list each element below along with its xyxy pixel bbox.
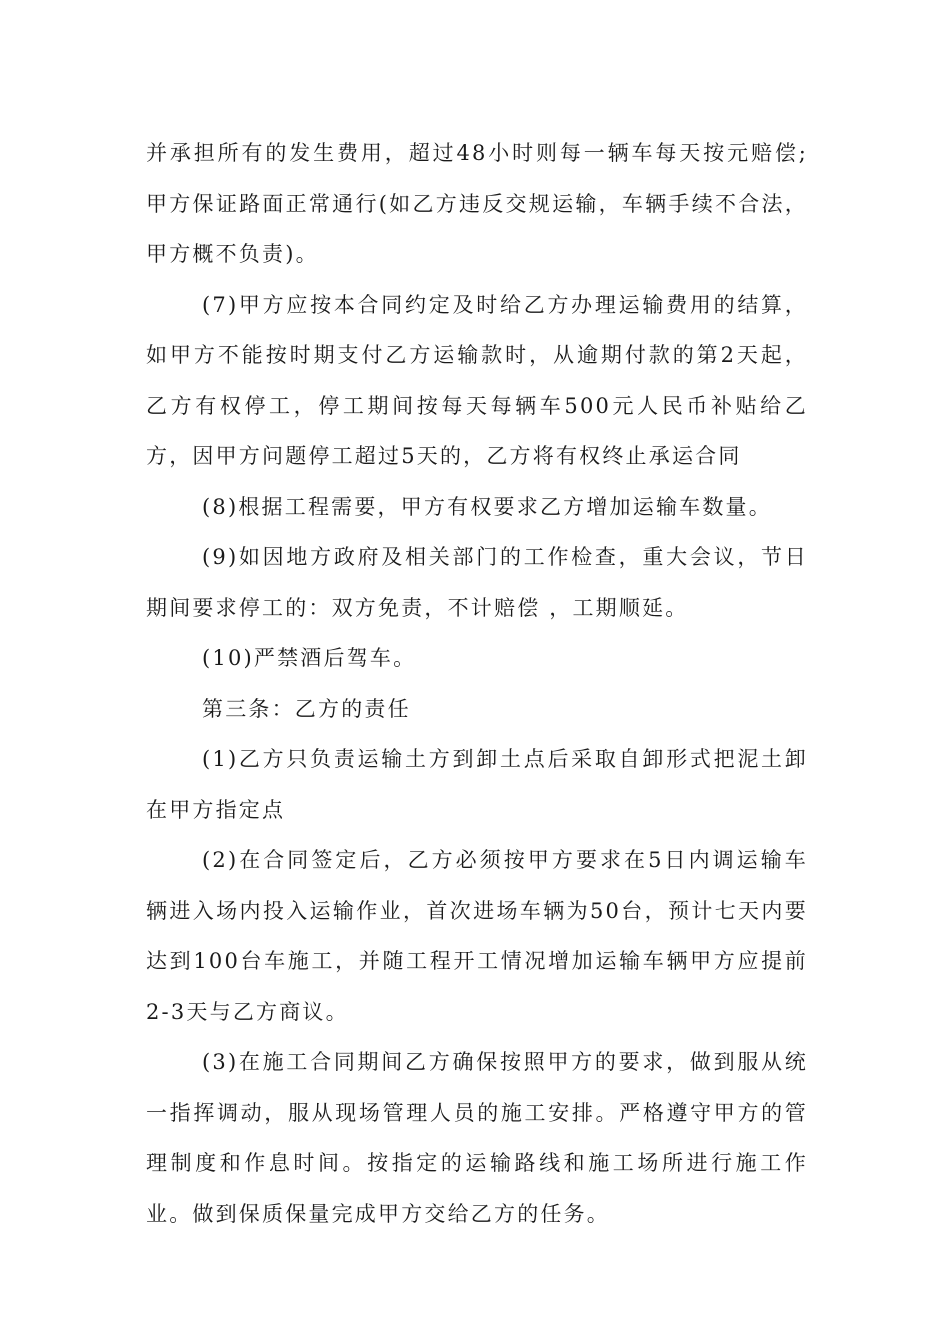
document-body [146,128,808,1239]
paragraph-clause-7: (7)甲方应按本合同约定及时给乙方办理运输费用的结算，如甲方不能按时期支付乙方运输款时，从逾期付款的第2天起，乙方有权停工，停工期间按每天每辆车500元人民币补贴给乙方，因甲方问题停工超过5天的，乙方将有权终止承运合同 [146,292,808,468]
paragraph-party-b-1: (1)乙方只负责运输土方到卸土点后采取自卸形式把泥土卸在甲方指定点 [146,747,808,822]
paragraph-continuation: 并承担所有的发生费用，超过48小时则每一辆车每天按元赔偿;甲方保证路面正常通行(如乙方违反交规运输，车辆手续不合法，甲方概不负责)。 [146,141,808,266]
paragraph-clause-8: (8)根据工程需要，甲方有权要求乙方增加运输车数量。 [202,494,772,519]
paragraph-clause-10: (10)严禁酒后驾车。 [202,646,417,670]
section-heading-article-3: 第三条：乙方的责任 [202,696,411,721]
paragraph-party-b-2: (2)在合同签定后，乙方必须按甲方要求在5日内调运输车辆进入场内投入运输作业，首次进场车辆为50台，预计七天内要达到100台车施工，并随工程开工情况增加运输车辆甲方应提前2-3天与乙方商议。 [146,848,808,1024]
paragraph-clause-9: (9)如因地方政府及相关部门的工作检查，重大会议，节日期间要求停工的：双方免责，不计赔偿 ，工期顺延。 [146,545,808,620]
paragraph-party-b-3: (3)在施工合同期间乙方确保按照甲方的要求，做到服从统一指挥调动，服从现场管理人员的施工安排。严格遵守甲方的管理制度和作息时间。按指定的运输路线和施工场所进行施工作业。做到保质保量完成甲方交给乙方的任务。 [146,1050,808,1226]
